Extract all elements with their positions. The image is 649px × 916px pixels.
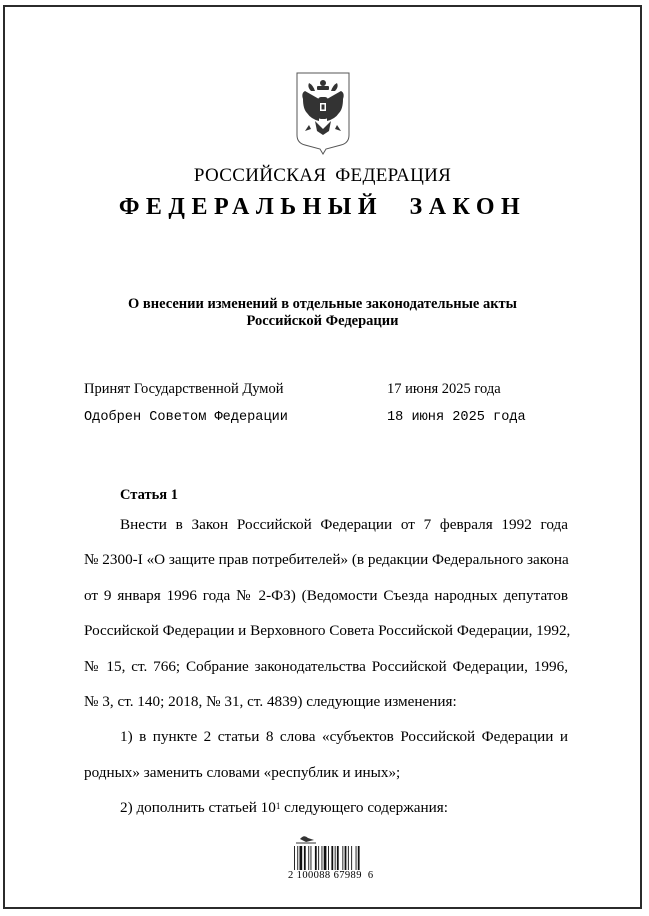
body-line: № 3, ст. 140; 2018, № 31, ст. 4839) следующие изменения: bbox=[84, 693, 457, 710]
body-line: № 2300-I «О защите прав потребителей» (в редакции Федерального закона bbox=[84, 551, 569, 568]
law-title bbox=[5, 296, 640, 330]
law-type-heading: ФЕДЕРАЛЬНЫЙ ЗАКОН bbox=[118, 194, 527, 220]
item2-suffix: следующего содержания: bbox=[280, 799, 448, 816]
barcode-bar bbox=[331, 846, 333, 870]
barcode-number: 2 100088 67989 6 bbox=[288, 870, 374, 881]
law-title-line-2: Российской Федерации bbox=[246, 313, 399, 329]
barcode-bar bbox=[311, 846, 312, 870]
body-line-item-2 bbox=[120, 799, 568, 817]
article-heading: Статья 1 bbox=[120, 487, 178, 503]
country-name: РОССИЙСКАЯ ФЕДЕРАЦИЯ bbox=[193, 165, 452, 186]
barcode-bar bbox=[337, 846, 339, 870]
barcode-bar bbox=[318, 846, 319, 870]
barcode-bar bbox=[348, 846, 349, 870]
barcode-bar bbox=[351, 846, 352, 870]
barcode-bar bbox=[297, 846, 298, 870]
council-date: 18 июня 2025 года bbox=[387, 410, 526, 425]
barcode-bar bbox=[358, 846, 360, 870]
body-line: № 15, ст. 766; Собрание законодательства Российской Федерации, 1996, bbox=[84, 658, 568, 675]
body-line: Внести в Закон Российской Федерации от 7 февраля 1992 года bbox=[120, 516, 568, 533]
council-label: Одобрен Советом Федерации bbox=[84, 410, 288, 425]
barcode-bar bbox=[345, 846, 347, 870]
barcode-bar bbox=[328, 846, 329, 870]
body-line: Российской Федерации и Верховного Совета Российской Федерации, 1992, bbox=[84, 622, 571, 639]
body-line: от 9 января 1996 года № 2-ФЗ) (Ведомости Съезда народных депутатов bbox=[84, 587, 568, 604]
barcode-bar bbox=[356, 846, 357, 870]
barcode-bar bbox=[294, 846, 295, 870]
barcode-bar bbox=[322, 846, 323, 870]
law-title-line-1: О внесении изменений в отдельные законодательные акты bbox=[128, 296, 517, 312]
barcode-bar bbox=[324, 846, 327, 870]
barcode-bar bbox=[342, 846, 343, 870]
barcode-bar bbox=[315, 846, 317, 870]
body-line: родных» заменить словами «республик и иных»; bbox=[84, 764, 401, 781]
duma-label: Принят Государственной Думой bbox=[84, 381, 284, 397]
barcode-bar bbox=[300, 846, 303, 870]
coat-of-arms-icon bbox=[293, 69, 353, 155]
body-line: 1) в пункте 2 статьи 8 слова «субъектов Российской Федерации и bbox=[120, 728, 568, 745]
barcode-bar bbox=[335, 846, 336, 870]
duma-date: 17 июня 2025 года bbox=[387, 381, 501, 397]
item2-prefix: 2) дополнить статьей 10 bbox=[120, 799, 276, 816]
barcode-bar bbox=[304, 846, 306, 870]
item2-superscript: 1 bbox=[275, 801, 281, 811]
document-page bbox=[3, 5, 642, 909]
barcode-bar bbox=[308, 846, 309, 870]
